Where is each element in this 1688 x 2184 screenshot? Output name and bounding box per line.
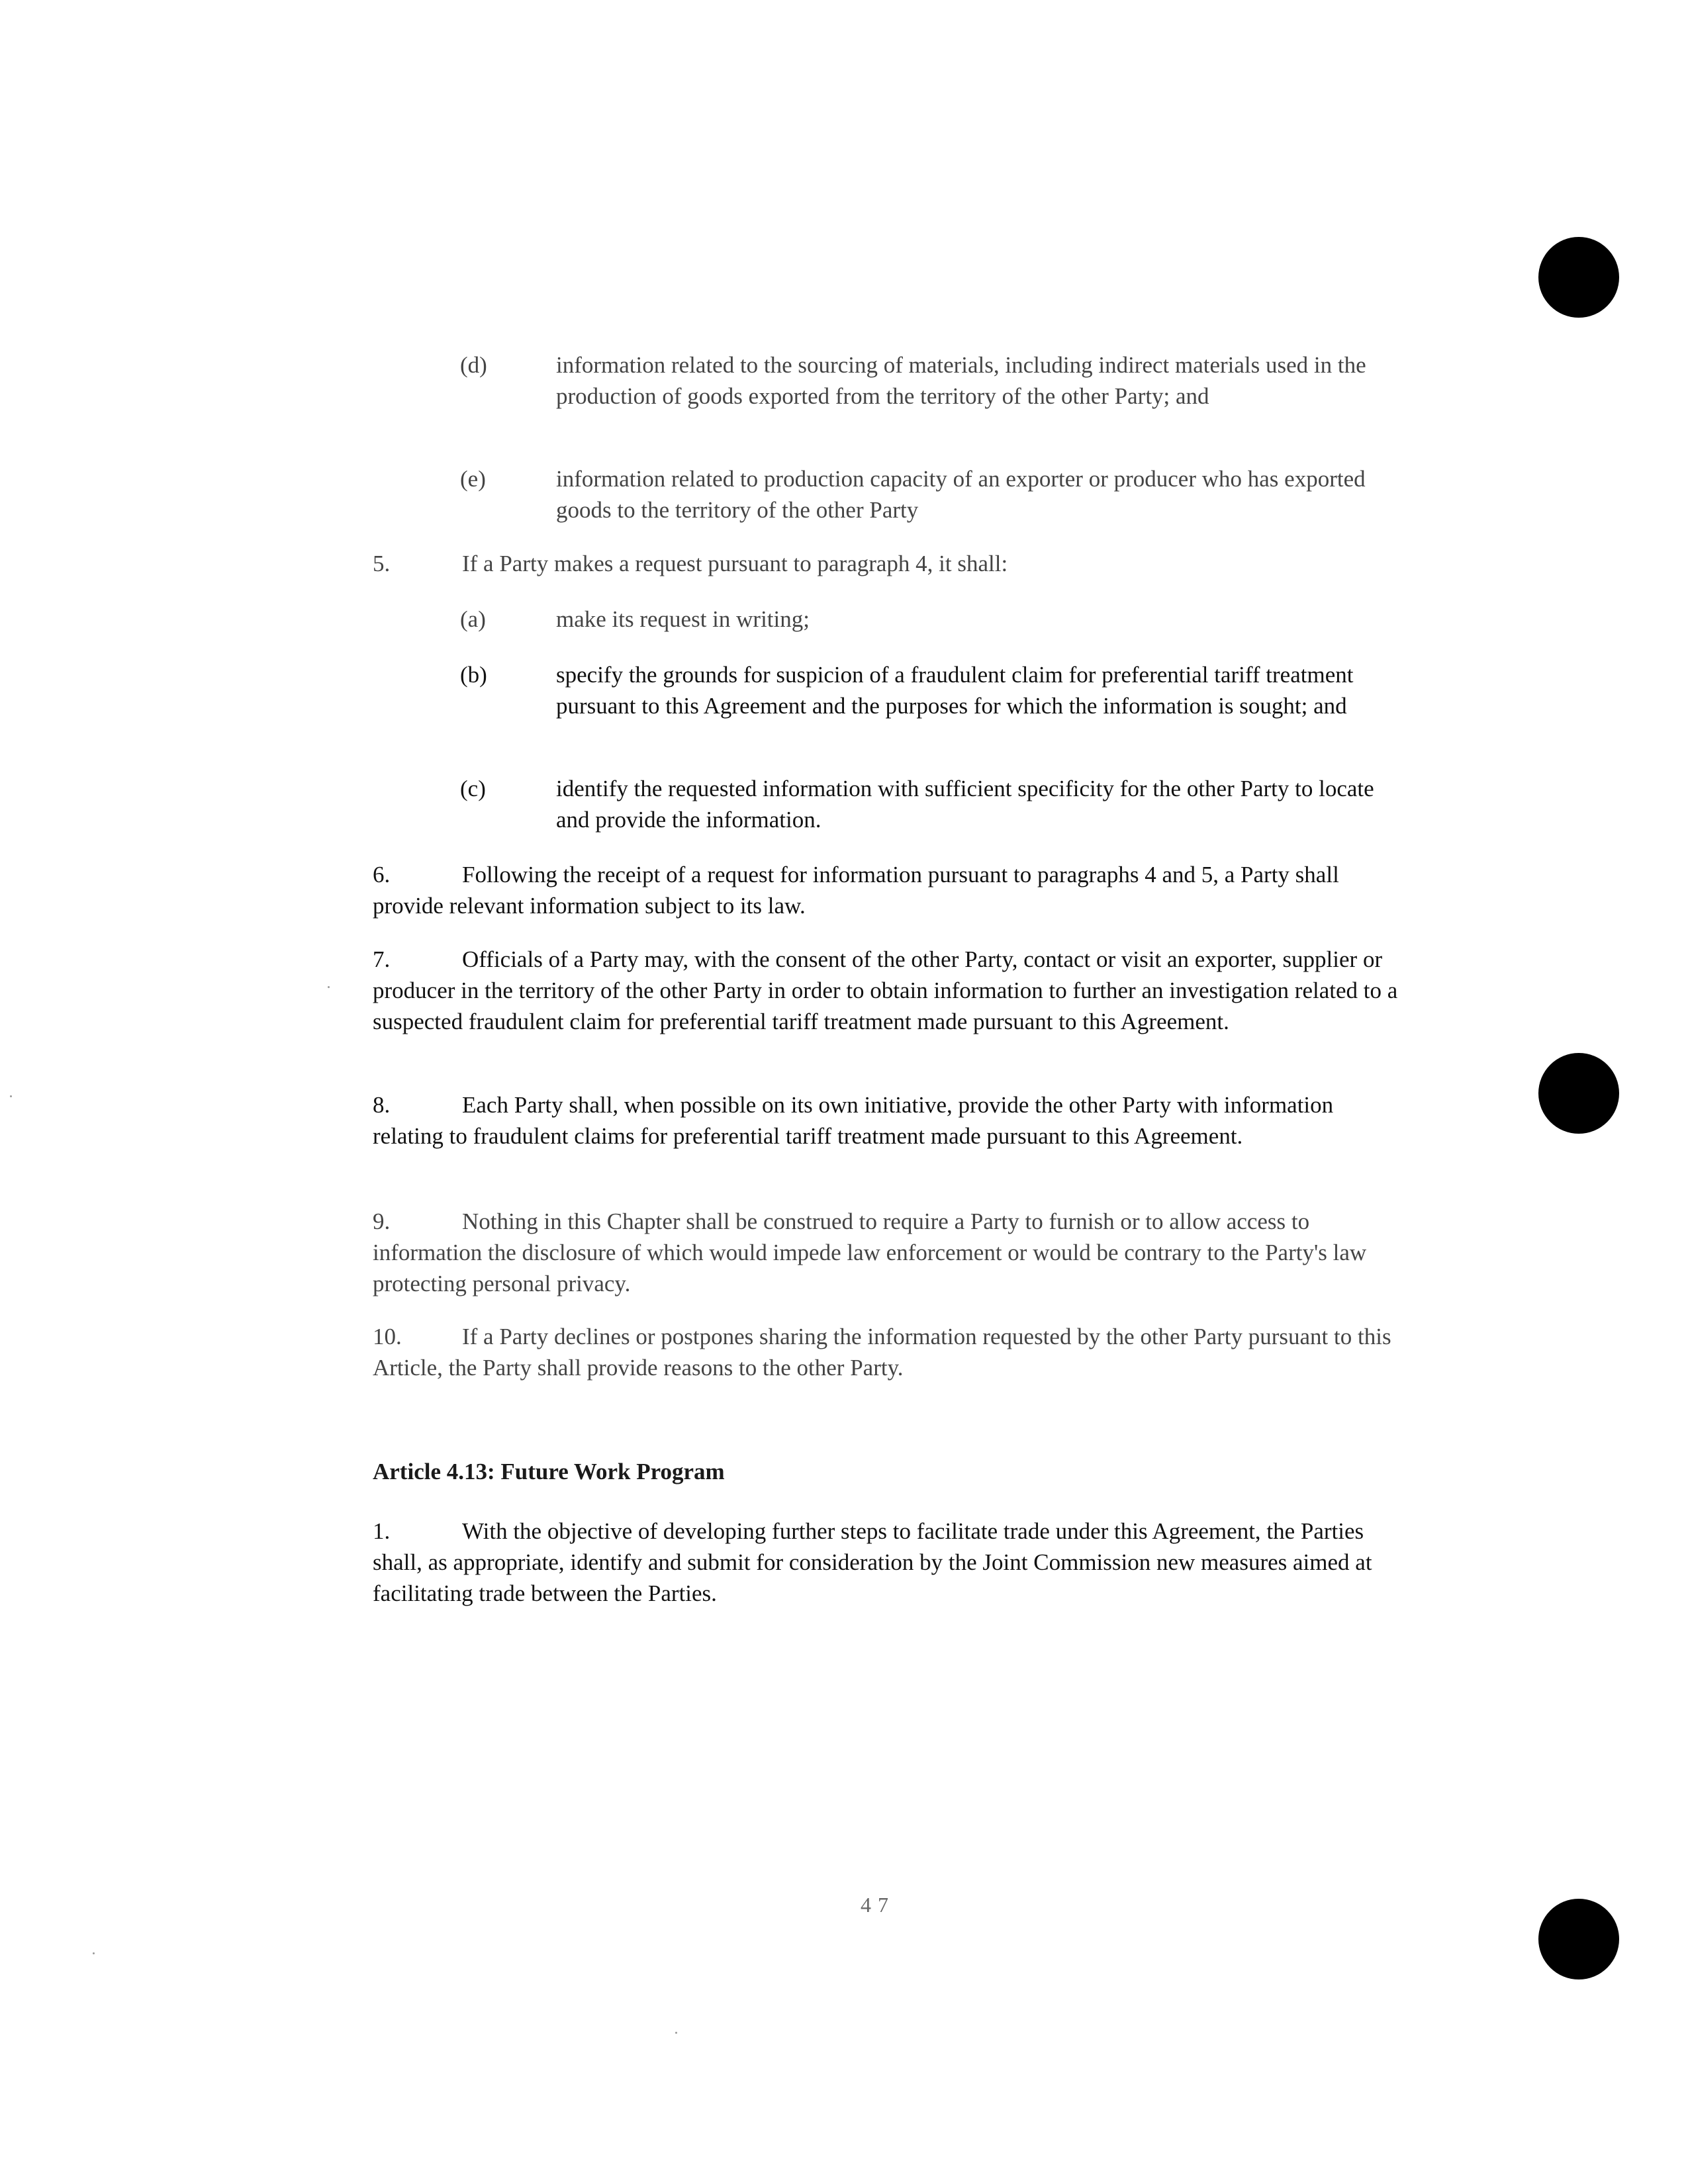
list-item-label: (e) [460, 466, 486, 492]
paragraph-number: 6. [373, 862, 391, 887]
scan-speck [328, 986, 330, 988]
list-item-label: (d) [460, 352, 487, 378]
punch-hole-bottom [1538, 1899, 1619, 1979]
paragraph-text: Each Party shall, when possible on its own initiative, provide the other Party with information relating to fraudulent claims for preferential tariff treatment made pursuant to this Agreement. [373, 1092, 1334, 1149]
scan-speck [675, 2032, 677, 2034]
paragraph-number: 7. [373, 946, 391, 972]
article-paragraph-1 [373, 1516, 1402, 1609]
list-item-label: (b) [460, 662, 487, 688]
list-item-text: identify the requested information with sufficient specificity for the other Party to locate and provide the information. [556, 776, 1374, 833]
paragraph-10 [373, 1321, 1402, 1383]
paragraph-number: 8. [373, 1092, 391, 1118]
paragraph-7 [373, 944, 1402, 1037]
paragraph-text: Nothing in this Chapter shall be construed to require a Party to furnish or to allow access to information the disclosure of which would impede law enforcement or would be contrary to the Party's law protecting personal privacy. [373, 1208, 1367, 1297]
list-item-text: information related to production capacity of an exporter or producer who has exported goods to the territory of the other Party [556, 466, 1366, 523]
article-heading: Article 4.13: Future Work Program [373, 1459, 725, 1484]
scan-speck [93, 1952, 95, 1954]
list-item-text: information related to the sourcing of materials, including indirect materials used in the production of goods exported from the territory of the other Party; and [556, 352, 1366, 409]
paragraph-text: If a Party makes a request pursuant to paragraph 4, it shall: [462, 551, 1008, 576]
punch-hole-top [1538, 237, 1619, 318]
paragraph-text: Following the receipt of a request for information pursuant to paragraphs 4 and 5, a Party shall provide relevant information subject to its law. [373, 862, 1339, 919]
paragraph-text: Officials of a Party may, with the consent of the other Party, contact or visit an exporter, supplier or producer in the territory of the other Party in order to obtain information to further an investigation related to a suspected fraudulent claim for preferential tariff treatment made pursuant to this Agreement. [373, 946, 1398, 1034]
list-item-text: specify the grounds for suspicion of a fraudulent claim for preferential tariff treatment pursuant to this Agreement and the purposes for which the information is sought; and [556, 662, 1354, 719]
scan-speck [10, 1095, 12, 1097]
paragraph-number: 1. [373, 1518, 391, 1544]
list-item-label: (c) [460, 776, 486, 801]
paragraph-8 [373, 1089, 1402, 1152]
paragraph-number: 10. [373, 1324, 402, 1349]
paragraph-number: 5. [373, 551, 391, 576]
punch-hole-middle [1538, 1053, 1619, 1134]
list-item-label: (a) [460, 606, 486, 632]
paragraph-5 [373, 548, 1402, 579]
list-item-text: make its request in writing; [556, 606, 810, 632]
paragraph-text: If a Party declines or postpones sharing the information requested by the other Party pursuant to this Article, the Party shall provide reasons to the other Party. [373, 1324, 1391, 1381]
page-number: 47 [861, 1893, 895, 1917]
paragraph-9 [373, 1206, 1402, 1299]
paragraph-number: 9. [373, 1208, 391, 1234]
paragraph-text: With the objective of developing further steps to facilitate trade under this Agreement, the Parties shall, as appropriate, identify and submit for consideration by the Joint Commission new measures aimed at facilitating trade between the Parties. [373, 1518, 1372, 1606]
paragraph-6 [373, 859, 1402, 921]
